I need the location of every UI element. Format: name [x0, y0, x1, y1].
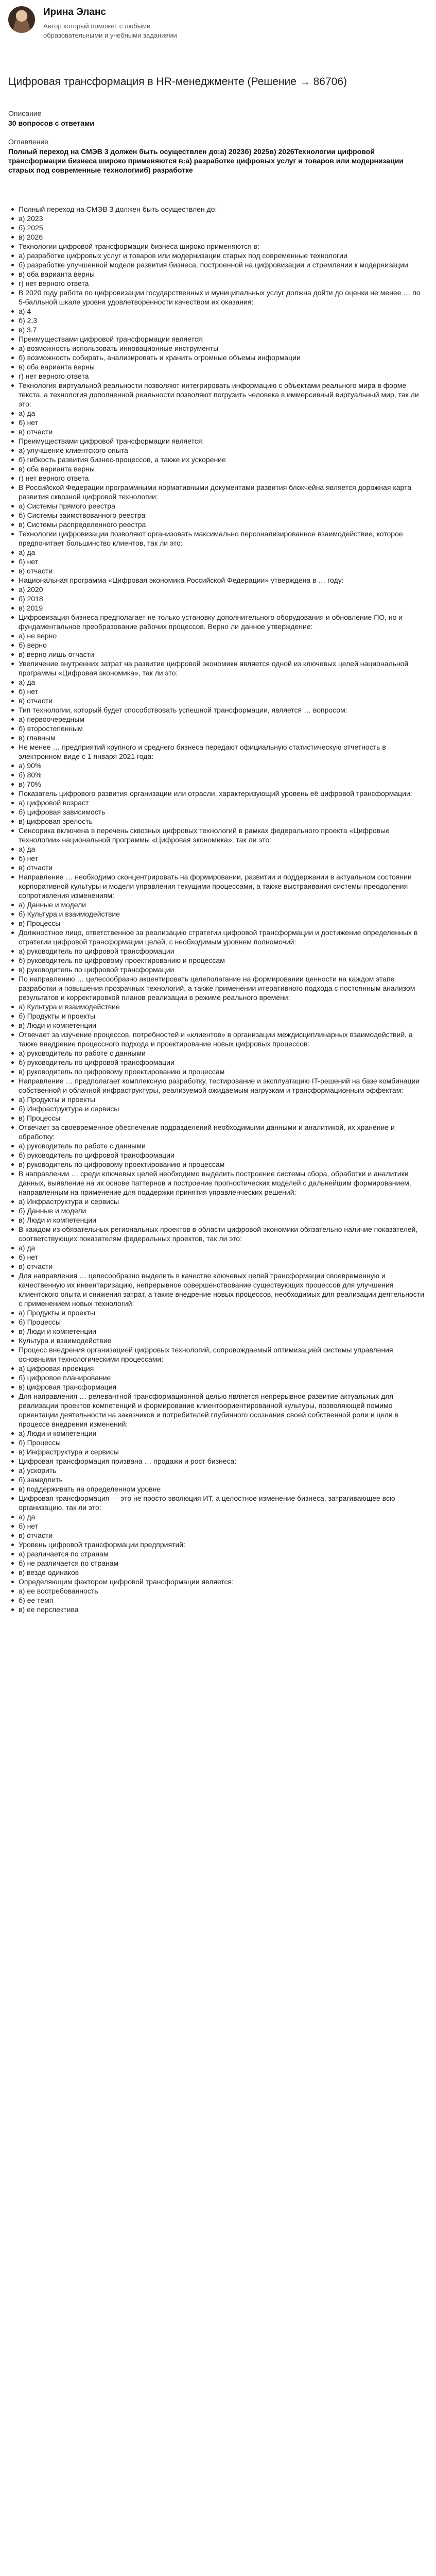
- list-item: б) Инфраструктура и сервисы: [8, 1104, 426, 1113]
- list-item: Не менее … предприятий крупного и среднего бизнеса передают официальную статистическую отчетность в электронном виде с 1 января 2021 года:: [8, 742, 426, 761]
- list-item: г) нет верного ответа: [8, 371, 426, 381]
- list-item: Определяющим фактором цифровой трансформации является:: [8, 1577, 426, 1586]
- list-item: а) да: [8, 1243, 426, 1252]
- list-item: в) 2026: [8, 232, 426, 242]
- list-item: б) цифровая зависимость: [8, 807, 426, 817]
- list-item: б) Процессы: [8, 1317, 426, 1327]
- list-item: б) Культура и взаимодействие: [8, 909, 426, 919]
- list-item: в) Люди и компетенции: [8, 1021, 426, 1030]
- list-item: б) нет: [8, 687, 426, 696]
- list-item: а) различается по странам: [8, 1549, 426, 1558]
- list-item: Должностное лицо, ответственное за реализацию стратегии цифровой трансформации и достижение определенных в стратегии цифровой трансформации целей, с необходимым уровнем полномочий:: [8, 928, 426, 946]
- list-item: Направление … предполагает комплексную разработку, тестирование и эксплуатацию IT-решений на базе комбинации собственной и облачной инфраструктуры, реализуемой ожидаемым нагрузкам и трансформационным эффектам:: [8, 1076, 426, 1095]
- list-item: в) Системы распределенного реестра: [8, 520, 426, 529]
- question-count: 30 вопросов с ответами: [8, 119, 95, 127]
- list-item: Процесс внедрения организацией цифровых технологий, сопровождаемый оптимизацией системы управления основными технологическими процессами:: [8, 1345, 426, 1364]
- list-item: в) отчасти: [8, 1262, 426, 1271]
- list-item: Показатель цифрового развития организации или отрасли, характеризующий уровень её цифровой трансформации:: [8, 789, 426, 798]
- list-item: б) Процессы: [8, 1438, 426, 1447]
- list-item: б) 2025: [8, 223, 426, 232]
- list-item: а) да: [8, 548, 426, 557]
- list-item: а) ускорить: [8, 1466, 426, 1475]
- list-item: Технологии цифровизации позволяют организовать максимально персонализированное взаимодействие, которое предпочитает большинство клиентов, так ли это:: [8, 529, 426, 548]
- list-item: а) 2020: [8, 585, 426, 594]
- list-item: Направление … необходимо сконцентрировать на формировании, развитии и поддержании в актуальном состоянии корпоративной культуры и модели управления текущими процессами, а также выстраивания системы преодоления сопротивления изменениям:: [8, 872, 426, 900]
- author-name[interactable]: Ирина Эланс: [43, 7, 106, 18]
- list-item: а) да: [8, 409, 426, 418]
- list-item: в) цифровая трансформация: [8, 1382, 426, 1392]
- list-item: а) возможность использовать инновационные инструменты: [8, 344, 426, 353]
- list-item: б) второстепенным: [8, 724, 426, 733]
- list-item: в) 70%: [8, 779, 426, 789]
- list-item: а) 90%: [8, 761, 426, 770]
- list-item: Технология виртуальной реальности позволяют интегрировать информацию с объектами реального мира в форме текста, а технология дополненной реальности позволяют погрузить человека в иммерсивный виртуальный мир, так ли это:: [8, 381, 426, 409]
- list-item: Цифровая трансформация — это не просто эволюция ИТ, а целостное изменение бизнеса, затрагивающее всю организацию, так ли это:: [8, 1494, 426, 1512]
- list-item: б) 80%: [8, 770, 426, 779]
- list-item: б) разработке улучшенной модели развития бизнеса, построенной на цифровизации и стремлении к модернизации: [8, 260, 426, 269]
- list-item: в) Люди и компетенции: [8, 1327, 426, 1336]
- list-item: в) отчасти: [8, 863, 426, 872]
- author-description: Автор который поможет с любыми образовательными и учебными заданиями: [43, 22, 177, 39]
- list-item: в) руководитель по цифровой трансформации: [8, 965, 426, 974]
- list-item: а) да: [8, 844, 426, 854]
- list-item: в) цифровая зрелость: [8, 817, 426, 826]
- list-item: Технологии цифровой трансформации бизнеса широко применяются в:: [8, 242, 426, 251]
- list-item: в) везде одинаков: [8, 1568, 426, 1577]
- list-item: б) нет: [8, 557, 426, 566]
- list-item: в) отчасти: [8, 1531, 426, 1540]
- list-item: а) руководитель по работе с данными: [8, 1048, 426, 1058]
- list-item: а) Продукты и проекты: [8, 1095, 426, 1104]
- list-item: а) руководитель по цифровой трансформации: [8, 946, 426, 956]
- list-item: в) Процессы: [8, 919, 426, 928]
- list-item: а) Системы прямого реестра: [8, 501, 426, 511]
- list-item: б) 2,3: [8, 316, 426, 325]
- list-item: б) руководитель по цифровой трансформации: [8, 1150, 426, 1160]
- list-item: б) 2018: [8, 594, 426, 603]
- list-item: а) цифровой возраст: [8, 798, 426, 807]
- list-item: а) разработке цифровых услуг и товаров или модернизации старых под современные технологии: [8, 251, 426, 260]
- list-item: а) 4: [8, 307, 426, 316]
- list-item: В каждом из обязательных региональных проектов в области цифровой экономики обязательно наличие показателей, соответствующих показателям федеральных проектов, так ли это:: [8, 1225, 426, 1243]
- list-item: Для направления … целесообразно выделить в качестве ключевых целей трансформации своевременную и качественную их инвентаризацию, непрерывное совершенствование существующих процессов для улучшения клиентского опыта и снижения затрат, а также внедрение новых процессов, необходимых для реализации деятельности с применением новых технологий:: [8, 1271, 426, 1308]
- list-item: в) поддерживать на определенном уровне: [8, 1484, 426, 1494]
- list-item: в) оба варианта верны: [8, 464, 426, 473]
- list-item: Культура и взаимодействие: [8, 1336, 426, 1345]
- list-item: в) отчасти: [8, 427, 426, 436]
- list-item: б) гибкость развития бизнес-процессов, а также их ускорение: [8, 455, 426, 464]
- list-item: Преимуществами цифровой трансформации является:: [8, 334, 426, 344]
- list-item: б) нет: [8, 1521, 426, 1531]
- list-item: В направлении … среди ключевых целей необходимо выделить построение системы сбора, обработки и аналитики данных, выявление на их основе паттернов и построение прогностических моделей с дальнейшим формированием, направленным на применение для поддержки принятия управленческих решений:: [8, 1169, 426, 1197]
- list-item: в) Инфраструктура и сервисы: [8, 1447, 426, 1456]
- list-item: в) оба варианта верны: [8, 269, 426, 279]
- list-item: г) нет верного ответа: [8, 473, 426, 483]
- list-item: в) руководитель по цифровому проектированию и процессам: [8, 1067, 426, 1076]
- list-item: б) не различается по странам: [8, 1558, 426, 1568]
- author-profile: [0, 0, 436, 58]
- list-item: а) руководитель по работе с данными: [8, 1141, 426, 1150]
- list-item: б) возможность собирать, анализировать и хранить огромные объемы информации: [8, 353, 426, 362]
- list-item: в) руководитель по цифровому проектированию и процессам: [8, 1160, 426, 1169]
- list-item: В Российской Федерации программными нормативными документами развития блокчейна является дорожная карта развития сквозной цифровой технологии:: [8, 483, 426, 501]
- list-item: б) руководитель по цифровой трансформации: [8, 1058, 426, 1067]
- list-item: б) Данные и модели: [8, 1206, 426, 1215]
- list-item: а) Культура и взаимодействие: [8, 1002, 426, 1011]
- list-item: а) да: [8, 1512, 426, 1521]
- list-item: Национальная программа «Цифровая экономика Российской Федерации» утверждена в … году:: [8, 575, 426, 585]
- list-item: б) замедлить: [8, 1475, 426, 1484]
- question-answer-list: [8, 205, 426, 1614]
- list-item: б) цифровое планирование: [8, 1373, 426, 1382]
- list-item: в) Процессы: [8, 1113, 426, 1123]
- list-item: Сенсорика включена в перечень сквозных цифровых технологий в рамках федерального проекта «Цифровые технологии» национальной программы «Цифровая экономика», так ли это:: [8, 826, 426, 844]
- list-item: а) ее востребованность: [8, 1586, 426, 1596]
- list-item: а) Данные и модели: [8, 900, 426, 909]
- list-item: а) Инфраструктура и сервисы: [8, 1197, 426, 1206]
- list-item: б) Продукты и проекты: [8, 1011, 426, 1021]
- toc-label: Оглавление: [8, 138, 49, 146]
- list-item: а) Продукты и проекты: [8, 1308, 426, 1317]
- list-item: в) оба варианта верны: [8, 362, 426, 371]
- list-item: в) ее перспектива: [8, 1605, 426, 1614]
- list-item: б) нет: [8, 1252, 426, 1262]
- list-item: а) 2023: [8, 214, 426, 223]
- list-item: в) 2019: [8, 603, 426, 613]
- list-item: в) главным: [8, 733, 426, 742]
- list-item: б) руководитель по цифровому проектированию и процессам: [8, 956, 426, 965]
- list-item: Для направления … релевантной трансформационной целью является непрерывное развитие актуальных для реализации проектов компетенций и формирование клиентоориентированной культуры, позволяющей помимо ориентации деятельности на заказчиков и потребителей глубинного осознания своей собственной роли и цели в процессе внедрения изменений:: [8, 1392, 426, 1429]
- list-item: Тип технологии, который будет способствовать успешной трансформации, является … вопросом:: [8, 705, 426, 715]
- list-item: В 2020 году работа по цифровизации государственных и муниципальных услуг должна дойти до оценки не менее … по 5-балльной шкале уровня удовлетворенности качеством их оказания:: [8, 288, 426, 307]
- list-item: а) Люди и компетенции: [8, 1429, 426, 1438]
- list-item: а) улучшение клиентского опыта: [8, 446, 426, 455]
- list-item: Цифровизация бизнеса предполагает не только установку дополнительного оборудования и обновление ПО, но и фундаментальное преобразование рабочих процессов. Верно ли данное утверждение:: [8, 613, 426, 631]
- list-item: Отвечает за своевременное обеспечение подразделений необходимыми данными и аналитикой, их хранение и обработку:: [8, 1123, 426, 1141]
- list-item: в) верно лишь отчасти: [8, 650, 426, 659]
- list-item: б) Системы заимствованного реестра: [8, 511, 426, 520]
- document-title: Цифровая трансформация в HR-менеджменте (Решение → 86706): [8, 76, 347, 88]
- list-item: а) не верно: [8, 631, 426, 640]
- list-item: Полный переход на СМЭВ 3 должен быть осуществлен до:: [8, 205, 426, 214]
- list-item: Отвечает за изучение процессов, потребностей и «клиентов» в организации междисциплинарных взаимодействий, а также внедрение процессного подхода и проектирование новых цифровых процессов:: [8, 1030, 426, 1048]
- list-item: в) 3.7: [8, 325, 426, 334]
- list-item: б) ее темп: [8, 1596, 426, 1605]
- list-item: б) нет: [8, 854, 426, 863]
- list-item: в) отчасти: [8, 696, 426, 705]
- list-item: Преимуществами цифровой трансформации является:: [8, 436, 426, 446]
- description-label: Описание: [8, 109, 42, 117]
- list-item: г) нет верного ответа: [8, 279, 426, 288]
- list-item: Цифровая трансформация призвана … продажи и рост бизнеса:: [8, 1456, 426, 1466]
- list-item: б) верно: [8, 640, 426, 650]
- list-item: б) нет: [8, 418, 426, 427]
- list-item: а) первоочередным: [8, 715, 426, 724]
- list-item: а) цифровая проекция: [8, 1364, 426, 1373]
- list-item: По направлению … целесообразно акцентировать целеполагание на формировании ценности на каждом этапе разработки и повышения прозрачных технологий, а также применении итеративного подхода с постоянным анализом результатов и корректировкой планов реализации в режиме реального времени:: [8, 974, 426, 1002]
- list-item: Увеличение внутренних затрат на развитие цифровой экономики является одной из ключевых целей национальной программы «Цифровая экономика», так ли это:: [8, 659, 426, 677]
- list-item: в) Люди и компетенции: [8, 1215, 426, 1225]
- author-avatar[interactable]: [8, 6, 35, 33]
- list-item: в) отчасти: [8, 566, 426, 575]
- toc-preview: Полный переход на СМЭВ 3 должен быть осуществлен до:а) 2023б) 2025в) 2026Технологии цифровой трансформации бизнеса широко применяются в:а) разработке цифровых услуг и товаров или модернизации старых под современные технологииб) разработке: [8, 147, 404, 174]
- list-item: Уровень цифровой трансформации предприятий:: [8, 1540, 426, 1549]
- list-item: а) да: [8, 677, 426, 687]
